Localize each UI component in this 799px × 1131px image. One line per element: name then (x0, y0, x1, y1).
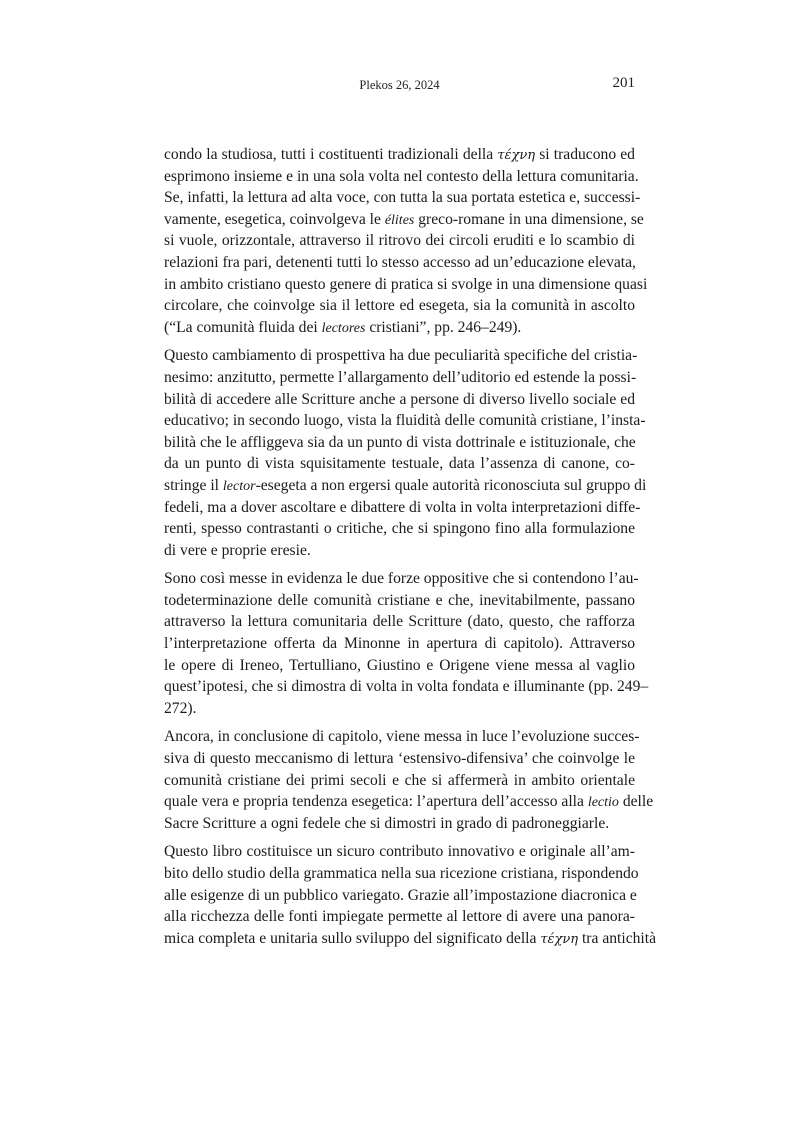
text-line: esprimono insieme e in una sola volta nel contesto della lettura comunitaria. (164, 167, 639, 185)
text-line: quale vera e propria tendenza esegetica: l’apertura dell’accesso alla lectio delle (164, 793, 654, 811)
text-line: (“La comunità fluida dei lectores cristiani”, pp. 246–249). (164, 318, 522, 336)
page-header (164, 74, 635, 94)
text-line: alle esigenze di un pubblico variegato. Grazie all’impostazione diacronica e (164, 886, 637, 904)
text-line: vamente, esegetica, coinvolgeva le élites greco-romane in una dimensione, se (164, 210, 644, 228)
text-line: bilità di accedere alle Scritture anche a persone di diverso livello sociale ed (164, 390, 635, 408)
text-line: Questo cambiamento di prospettiva ha due peculiarità specifiche del cristia- (164, 347, 638, 365)
text-line: l’interpretazione offerta da Minonne in apertura di capitolo). Attraverso (164, 635, 635, 653)
italic-term: lectores (321, 320, 366, 336)
text-line: todeterminazione delle comunità cristiane e che, inevitabilmente, passano (164, 591, 635, 609)
text-line: siva di questo meccanismo di lettura ‘estensivo-difensiva’ che coinvolge le (164, 750, 635, 768)
paragraph (164, 144, 648, 338)
body-text (164, 144, 657, 956)
italic-term: lectio (587, 795, 619, 811)
text-line: circolare, che coinvolge sia il lettore ed esegeta, sia la comunità in ascolto (164, 297, 635, 315)
text-line: Sono così messe in evidenza le due forze oppositive che si contendono l’au- (164, 570, 639, 588)
italic-term: élites (384, 212, 415, 228)
text-line: quest’ipotesi, che si dimostra di volta in volta fondata e illuminante (pp. 249– (164, 678, 649, 696)
paragraph (164, 345, 647, 561)
text-line: Se, infatti, la lettura ad alta voce, con tutta la sua portata estetica e, successi- (164, 189, 641, 207)
page-number: 201 (612, 75, 635, 91)
text-line: Questo libro costituisce un sicuro contributo innovativo e originale all’am- (164, 843, 635, 861)
text-line: da un punto di vista squisitamente testuale, data l’assenza di canone, co- (164, 455, 635, 473)
text-line: si vuole, orizzontale, attraverso il ritrovo dei circoli eruditi e lo scambio di (164, 232, 635, 250)
text-line: in ambito cristiano questo genere di pratica si svolge in una dimensione quasi (164, 275, 648, 293)
paragraph (164, 841, 657, 949)
italic-term: lector (222, 478, 256, 494)
text-line: alla ricchezza delle fonti impiegate permette al lettore di avere una panora- (164, 908, 635, 926)
text-line: di vere e proprie eresie. (164, 541, 311, 559)
text-line: mica completa e unitaria sullo sviluppo del significato della τέχνη tra antichità (164, 929, 657, 947)
text-line: bilità che le affliggeva sia da un punto di vista dottrinale e istituzionale, che (164, 433, 636, 451)
text-line: educativo; in secondo luogo, vista la fluidità delle comunità cristiane, l’insta- (164, 412, 646, 430)
text-line: bito dello studio della grammatica nella sua ricezione cristiana, rispondendo (164, 865, 639, 882)
text-line: fedeli, ma a dover ascoltare e dibattere di volta in volta interpretazioni diffe- (164, 498, 641, 516)
text-line: nesimo: anzitutto, permette l’allargamento dell’uditorio ed estende la possi- (164, 368, 637, 386)
text-line: condo la studiosa, tutti i costituenti tradizionali della τέχνη si traducono ed (164, 146, 635, 163)
paragraph (164, 726, 654, 834)
text-line: renti, spesso contrastanti o critiche, che si spingono fino alla formulazione (164, 520, 635, 538)
greek-term: τέχνη (497, 148, 536, 163)
text-line: le opere di Ireneo, Tertulliano, Giustino e Origene viene messa al vaglio (164, 656, 635, 674)
text-line: comunità cristiane dei primi secoli e che si affermerà in ambito orientale (164, 771, 635, 789)
text-line: stringe il lector-esegeta a non ergersi quale autorità riconosciuta sul gruppo di (164, 476, 647, 494)
paragraph (164, 568, 649, 719)
greek-term: τέχνη (540, 931, 579, 947)
text-line: Sacre Scritture a ogni fedele che si dimostri in grado di padroneggiarle. (164, 814, 610, 832)
running-head: Plekos 26, 2024 (359, 78, 440, 92)
text-line: attraverso la lettura comunitaria delle Scritture (dato, questo, che rafforza (164, 613, 635, 631)
text-line: Ancora, in conclusione di capitolo, viene messa in luce l’evoluzione succes- (164, 728, 640, 746)
text-line: relazioni fra pari, detenenti tutti lo stesso accesso ad un’educazione elevata, (164, 253, 636, 271)
text-line: 272). (164, 699, 197, 717)
